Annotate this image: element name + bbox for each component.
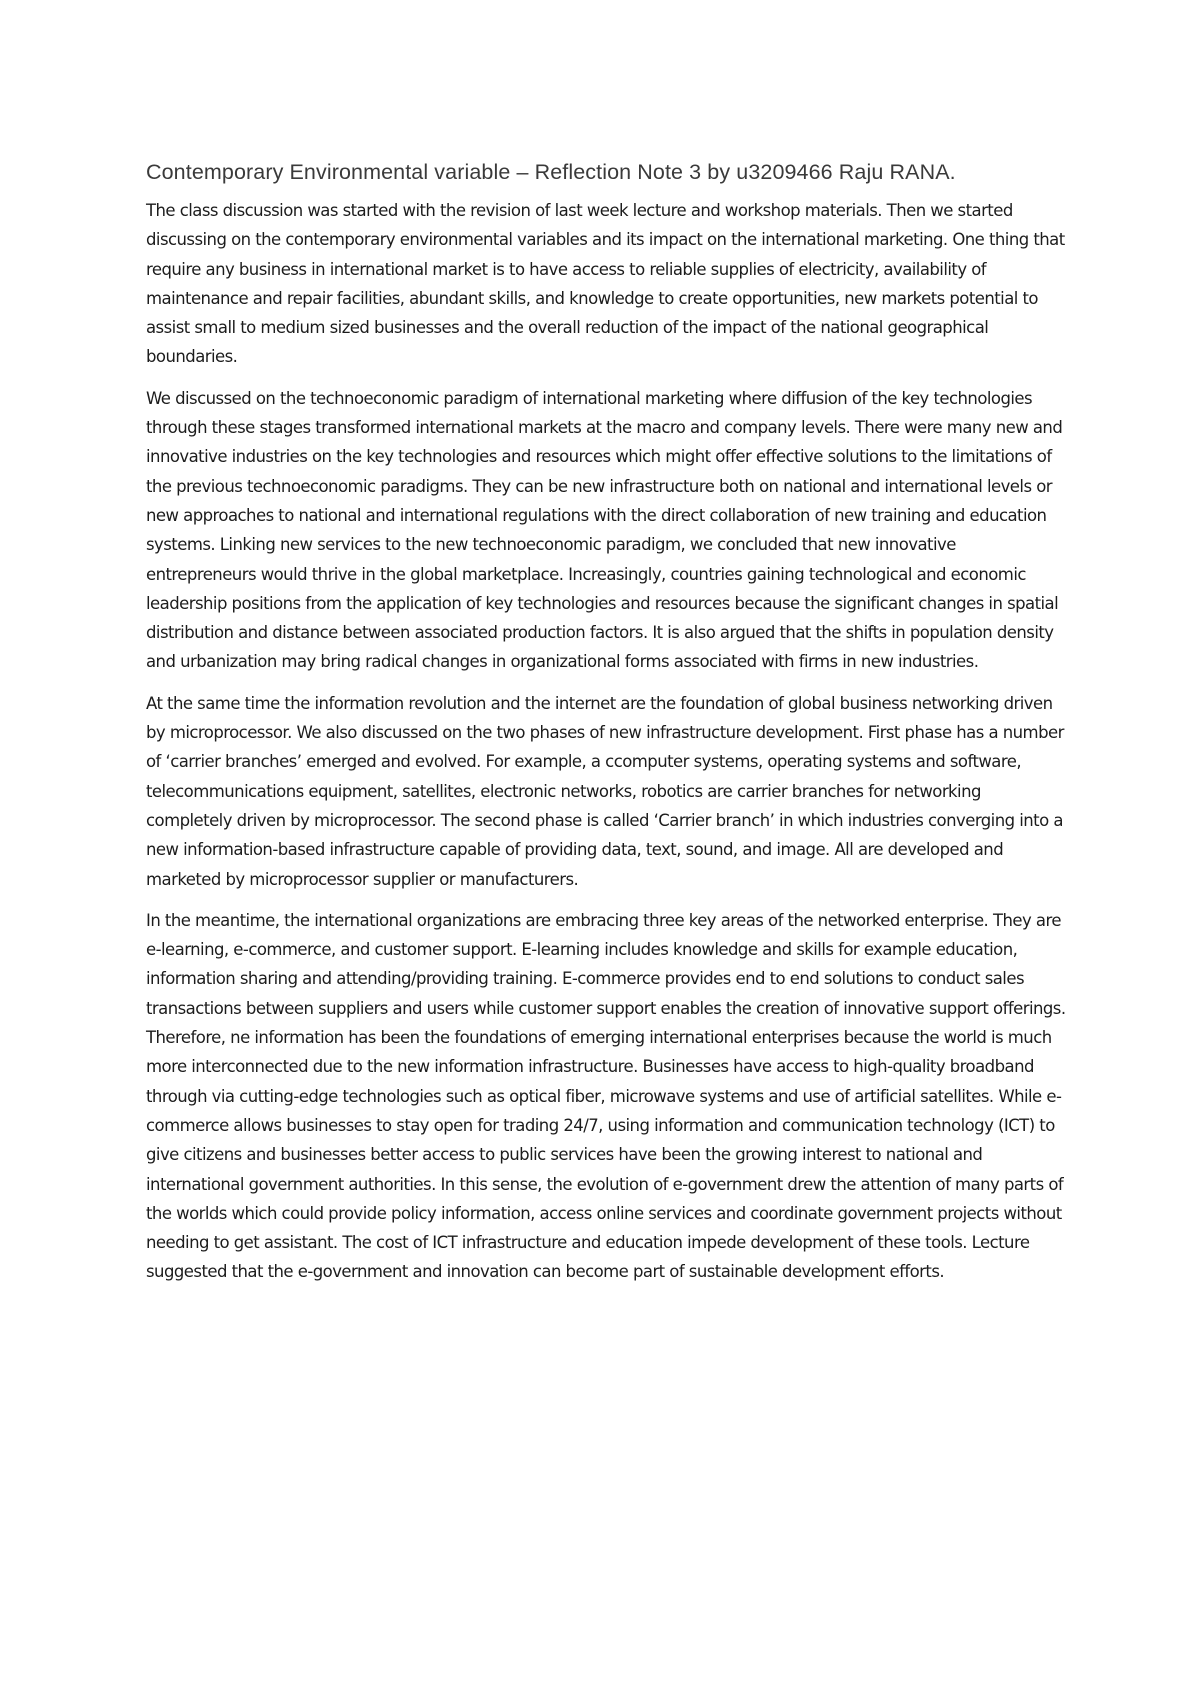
document-title: Contemporary Environmental variable – Reflection Note 3 by u3209466 Raju RANA.	[146, 160, 956, 184]
paragraph-class-discussion: The class discussion was started with the revision of last week lecture and workshop materials. Then we started discussing on the contemporary environmental variables and its impact on the international marketing. One thing that require any business in international market is to have access to reliable supplies of electricity, availability of maintenance and repair facilities, abundant skills, and knowledge to create opportunities, new markets potential to assist small to medium sized businesses and the overall reduction of the impact of the national geographical boundaries.	[146, 201, 1065, 367]
paragraph-networked-enterprise: In the meantime, the international organizations are embracing three key areas of the networked enterprise. They are e-learning, e-commerce, and customer support. E-learning includes knowledge and skills for example education, information sharing and attending/providing training. E-commerce provides end to end solutions to conduct sales transactions between suppliers and users while customer support enables the creation of innovative support offerings. Therefore, ne information has been the foundations of emerging international enterprises because the world is much more interconnected due to the new information infrastructure. Businesses have access to high-quality broadband through via cutting-edge technologies such as optical fiber, microwave systems and use of artificial satellites. While e-commerce allows businesses to stay open for trading 24/7, using information and communication technology (ICT) to give citizens and businesses better access to public services have been the growing interest to national and international government authorities. In this sense, the evolution of e-government drew the attention of many parts of the worlds which could provide policy information, access online services and coordinate government projects without needing to get assistant. The cost of ICT infrastructure and education impede development of these tools. Lecture suggested that the e-government and innovation can become part of sustainable development efforts.	[146, 910, 1066, 1282]
document-body	[146, 158, 1066, 1299]
paragraph-technoeconomic-paradigm: We discussed on the technoeconomic paradigm of international marketing where diffusion of the key technologies through these stages transformed international markets at the macro and company levels. There were many new and innovative industries on the key technologies and resources which might offer effective solutions to the limitations of the previous technoeconomic paradigms. They can be new infrastructure both on national and international levels or new approaches to national and international regulations with the direct collaboration of new training and education systems. Linking new services to the new technoeconomic paradigm, we concluded that new innovative entrepreneurs would thrive in the global marketplace. Increasingly, countries gaining technological and economic leadership positions from the application of key technologies and resources because the significant changes in spatial distribution and distance between associated production factors. It is also argued that the shifts in population density and urbanization may bring radical changes in organizational forms associated with firms in new industries.	[146, 388, 1063, 672]
paragraph-information-revolution: At the same time the information revolution and the internet are the foundation of global business networking driven by microprocessor. We also discussed on the two phases of new infrastructure development. First phase has a number of ‘carrier branches’ emerged and evolved. For example, a ccomputer systems, operating systems and software, telecommunications equipment, satellites, electronic networks, robotics are carrier branches for networking completely driven by microprocessor. The second phase is called ‘Carrier branch’ in which industries converging into a new information-based infrastructure capable of providing data, text, sound, and image. All are developed and marketed by microprocessor supplier or manufacturers.	[146, 693, 1064, 889]
